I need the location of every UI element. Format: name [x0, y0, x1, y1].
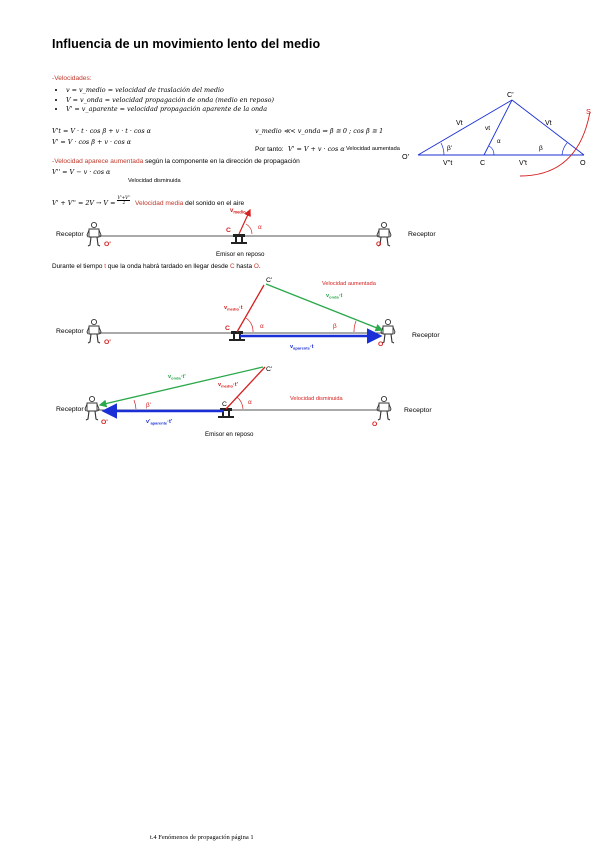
condition-equation: v_medio ≪< v_onda ⇒ β ≅ 0 ; cos β ≅ 1 — [255, 127, 384, 135]
label-vpp-t: V''t — [443, 160, 453, 167]
velocidad-media-label: Velocidad media — [134, 200, 184, 207]
angle-alpha-arc — [237, 397, 243, 409]
v-onda-t-arrow — [266, 284, 382, 330]
label-c: C — [225, 325, 230, 332]
label-o: O — [378, 341, 384, 348]
text-durante-el-tiempo — [52, 263, 261, 270]
diagram-velocidad-disminuida — [56, 366, 432, 438]
equation-1: V't = V · t · cos β + v · t · cos α — [52, 127, 151, 135]
list-item: • V = v_onda = velocidad propagación de onda (medio en reposo) — [66, 96, 274, 106]
label-c-prime: C' — [266, 277, 273, 284]
equation-3: V'' = V − v · cos α — [52, 168, 111, 176]
text-part: hasta — [234, 263, 254, 270]
emisor-label: Emisor en reposo — [216, 251, 265, 258]
label-o: O — [580, 158, 586, 167]
fraction-denominator: 2 — [122, 200, 126, 206]
text-part-t: t — [104, 263, 106, 270]
receptor-right-label: Receptor — [408, 231, 436, 238]
label-c: C — [226, 227, 231, 234]
emisor-label: Emisor en reposo — [205, 431, 254, 438]
label-vt-mid: vt — [485, 125, 491, 132]
fraction-numerator: V'+V'' — [117, 194, 131, 200]
label-beta: β — [539, 145, 543, 152]
label-alpha: α — [258, 224, 262, 231]
label-v-onda-t: $v_{onda}\cdot t'$ — [168, 374, 186, 381]
label-o-prime: O' — [104, 241, 111, 248]
label-vt-right: Vt — [545, 120, 552, 127]
v-onda-t-arrow — [100, 367, 263, 405]
text-part-o: O — [253, 263, 259, 270]
diagram-emisor-reposo — [56, 208, 436, 258]
velocidades-heading: -Velocidades: — [52, 75, 92, 82]
list-item: • V' = v_aparente = velocidad propagación aparente de la onda — [66, 105, 274, 115]
label-c-prime: C' — [266, 366, 273, 373]
label-v-onda-t: $v_{onda}\cdot t$ — [326, 293, 343, 300]
label-c: C — [222, 401, 227, 408]
receptor-left-label: Receptor — [56, 406, 84, 413]
label-beta-prime: β' — [447, 145, 453, 152]
label-o-prime: O' — [104, 339, 111, 346]
label-o: O — [372, 421, 378, 428]
label-beta: β — [333, 323, 337, 330]
equation-4: V' + V'' = 2V → V = — [52, 199, 118, 207]
angle-beta-arc — [134, 400, 136, 409]
label-o: O — [376, 241, 382, 248]
portanto-equation: V' = V + v · cos α — [288, 145, 345, 153]
velocidad-aumentada-label: Velocidad aumentada — [322, 281, 376, 287]
receptor-right-label: Receptor — [404, 407, 432, 414]
label-v-medio: $v_{medio}$ — [230, 208, 246, 215]
angle-alpha-arc — [246, 318, 253, 332]
label-alpha: α — [497, 138, 501, 145]
velocidad-disminuida-note: Velocidad disminuida — [128, 178, 181, 184]
portanto-label: Por tanto: — [255, 146, 284, 153]
label-v-medio-t: $v_{medio}\cdot t$ — [224, 305, 243, 312]
angle-alpha-arc — [489, 146, 494, 155]
receptor-left-figure — [85, 396, 99, 420]
triangle-right-side — [512, 100, 584, 155]
angle-alpha-arc — [246, 224, 252, 234]
velocidad-aumentada-note: Velocidad aumentada — [346, 146, 400, 152]
label-vt-left: Vt — [456, 120, 463, 127]
label-alpha: α — [260, 323, 264, 330]
section-2-text: según la componente en la dirección de propagación — [143, 158, 300, 165]
equation-2: V' = V · cos β + v · cos α — [52, 138, 132, 146]
velocidad-media-text: del sonido en el aire — [183, 200, 245, 207]
label-vp-t: V't — [519, 160, 527, 167]
text-part-c: C — [230, 263, 235, 270]
receptor-left-label: Receptor — [56, 231, 84, 238]
receptor-left-figure — [87, 319, 101, 343]
label-s: S — [586, 107, 592, 116]
label-v-medio-t: $v_{medio}\cdot t'$ — [218, 382, 238, 389]
angle-beta-left-arc — [441, 143, 444, 155]
label-o-prime: O' — [402, 152, 409, 161]
label-v-aparente-t: $v_{aparente}\cdot t$ — [290, 344, 314, 351]
label-c: C — [480, 158, 486, 167]
receptor-left-figure — [87, 222, 101, 246]
text-part: que la onda habrá tardado en llegar desde — [106, 263, 231, 270]
text-part: . — [258, 263, 261, 270]
velocidad-disminuida-label: Velocidad disminuida — [290, 396, 343, 402]
receptor-right-figure — [377, 396, 391, 420]
receptor-left-label: Receptor — [56, 328, 84, 335]
emisor-figure — [231, 234, 247, 244]
receptor-right-figure — [381, 319, 395, 343]
page-title: Influencia de un movimiento lento del medio — [52, 37, 321, 51]
list-item: • v = v_medio = velocidad de traslación del medio — [66, 86, 274, 96]
angle-beta-arc — [354, 321, 356, 332]
diagram-velocidad-aumentada — [56, 277, 440, 351]
label-beta-prime: β' — [146, 402, 151, 409]
wave-triangle-diagram — [402, 90, 591, 176]
label-c-prime: C' — [507, 90, 514, 99]
label-v-aparente-t: $v'_{aparente}\cdot t'$ — [146, 419, 173, 426]
label-alpha: α — [248, 399, 252, 406]
page-footer: t.4 Fenómenos de propagación página 1 — [150, 834, 254, 841]
angle-beta-right-arc — [562, 143, 567, 155]
section-2-red-text: -Velocidad aparece aumentada — [52, 158, 144, 165]
emisor-figure — [218, 408, 234, 418]
text-part: Durante el tiempo — [52, 263, 105, 270]
receptor-right-label: Receptor — [412, 332, 440, 339]
label-o-prime: O' — [101, 419, 108, 426]
